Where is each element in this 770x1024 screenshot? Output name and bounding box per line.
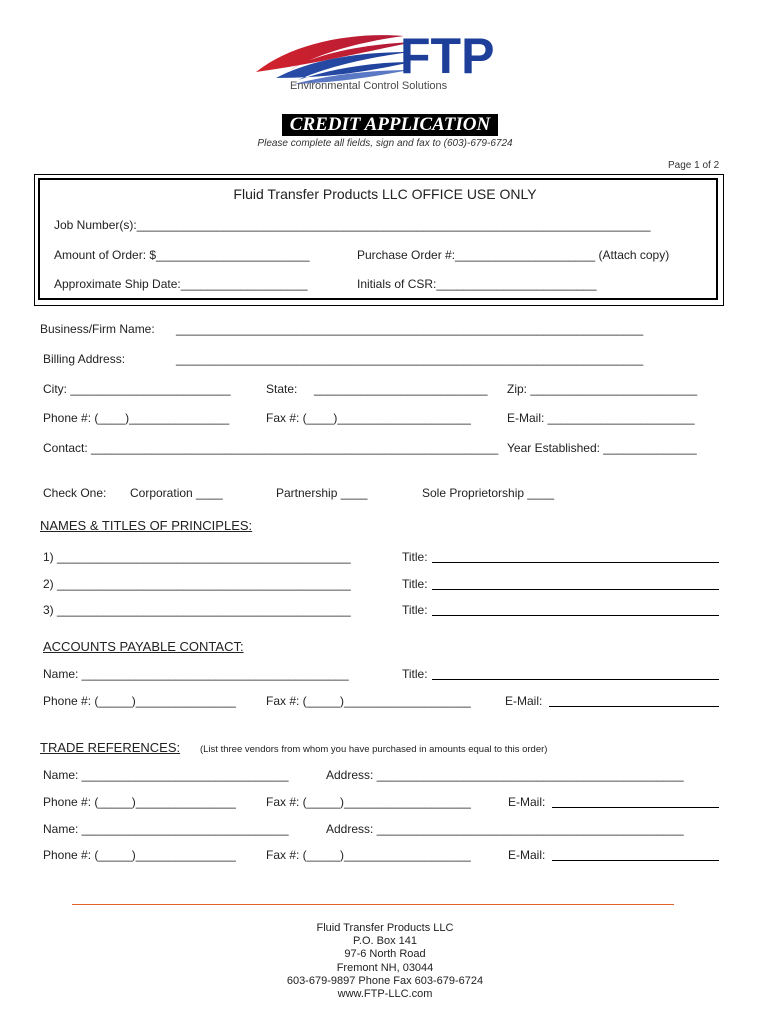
footer-po-box: P.O. Box 141: [352, 935, 417, 948]
ap-email-label: E-Mail:: [505, 694, 543, 708]
principle-3-title-field[interactable]: [432, 615, 719, 616]
zip-field[interactable]: Zip: _________________________: [507, 382, 698, 396]
trade-1-email-field[interactable]: [552, 807, 719, 808]
email-field[interactable]: E-Mail: ______________________: [507, 411, 695, 425]
principle-1-title-field[interactable]: [432, 562, 719, 563]
footer-website[interactable]: www.FTP-LLC.com: [337, 988, 433, 1001]
trade-2-name-field[interactable]: Name: _______________________________: [43, 822, 289, 836]
principle-2-title-field[interactable]: [432, 589, 719, 590]
page-title: CREDIT APPLICATION: [282, 114, 498, 136]
amount-of-order-field[interactable]: Amount of Order: $_______________________: [54, 248, 310, 262]
corporation-option[interactable]: Corporation ____: [130, 486, 223, 500]
fax-field[interactable]: Fax #: (____)____________________: [266, 411, 471, 425]
ap-email-field[interactable]: [549, 706, 719, 707]
trade-2-phone-field[interactable]: Phone #: (_____)_______________: [43, 848, 236, 862]
logo-subtitle: Environmental Control Solutions: [290, 80, 448, 92]
trade-2-email-label: E-Mail:: [508, 848, 546, 862]
trade-1-name-field[interactable]: Name: _______________________________: [43, 768, 289, 782]
principle-3-name[interactable]: 3) ____________________________________________: [43, 603, 351, 617]
office-use-title: Fluid Transfer Products LLC OFFICE USE ONLY: [233, 186, 537, 202]
footer-city: Fremont NH, 03044: [336, 961, 434, 974]
job-number-field[interactable]: Job Number(s):_____________________________________________________________________________: [54, 218, 651, 232]
footer-company: Fluid Transfer Products LLC: [316, 922, 454, 934]
trade-2-fax-field[interactable]: Fax #: (_____)___________________: [266, 848, 471, 862]
trade-2-address-field[interactable]: Address: ______________________________________________: [326, 822, 684, 836]
ap-phone-field[interactable]: Phone #: (_____)_______________: [43, 694, 236, 708]
instructions: Please complete all fields, sign and fax to (603)-679-6724: [257, 138, 513, 149]
ship-date-field[interactable]: Approximate Ship Date:___________________: [54, 277, 308, 291]
ap-name-field[interactable]: Name: ________________________________________: [43, 667, 349, 681]
trade-1-address-field[interactable]: Address: ______________________________________________: [326, 768, 684, 782]
trade-1-email-label: E-Mail:: [508, 795, 546, 809]
principle-2-title-label: Title:: [402, 577, 428, 591]
footer-divider: [72, 904, 674, 905]
trade-references-hint: (List three vendors from whom you have purchased in amounts equal to this order): [200, 744, 548, 755]
ap-title-label: Title:: [402, 667, 428, 681]
billing-address-field[interactable]: ______________________________________________________________________: [176, 352, 644, 366]
firm-name-label: Business/Firm Name:: [40, 322, 155, 336]
logo-text: FTP: [400, 28, 495, 84]
trade-2-email-field[interactable]: [552, 860, 719, 861]
partnership-option[interactable]: Partnership ____: [276, 486, 368, 500]
principle-2-name[interactable]: 2) ____________________________________________: [43, 577, 351, 591]
footer-address-block: [0, 922, 770, 1001]
trade-1-fax-field[interactable]: Fax #: (_____)___________________: [266, 795, 471, 809]
phone-field[interactable]: Phone #: (____)_______________: [43, 411, 230, 425]
check-one-label: Check One:: [43, 486, 107, 500]
principle-3-title-label: Title:: [402, 603, 428, 617]
purchase-order-field[interactable]: Purchase Order #:_____________________ (Attach copy): [357, 248, 670, 262]
ap-contact-heading: ACCOUNTS PAYABLE CONTACT:: [43, 639, 244, 654]
principle-1-title-label: Title:: [402, 550, 428, 564]
ap-title-field[interactable]: [432, 679, 719, 680]
principle-1-name[interactable]: 1) ____________________________________________: [43, 550, 351, 564]
principles-heading: NAMES & TITLES OF PRINCIPLES:: [40, 518, 253, 533]
year-established-field[interactable]: Year Established: ______________: [507, 441, 697, 455]
billing-address-label: Billing Address:: [43, 352, 126, 366]
trade-1-phone-field[interactable]: Phone #: (_____)_______________: [43, 795, 236, 809]
page-number: Page 1 of 2: [668, 160, 720, 171]
city-field[interactable]: City: ________________________: [43, 382, 231, 396]
csr-initials-field[interactable]: Initials of CSR:________________________: [357, 277, 597, 291]
state-label: State:: [266, 382, 298, 396]
state-field[interactable]: __________________________: [314, 382, 488, 396]
footer-phones: 603-679-9897 Phone Fax 603-679-6724: [286, 974, 484, 987]
trade-references-heading: TRADE REFERENCES:: [40, 740, 181, 755]
ap-fax-field[interactable]: Fax #: (_____)___________________: [266, 694, 471, 708]
footer-road: 97-6 North Road: [344, 948, 426, 961]
contact-field[interactable]: Contact: _____________________________________________________________: [43, 441, 499, 455]
sole-proprietorship-option[interactable]: Sole Proprietorship ____: [422, 486, 555, 500]
firm-name-field[interactable]: ______________________________________________________________________: [176, 322, 644, 336]
